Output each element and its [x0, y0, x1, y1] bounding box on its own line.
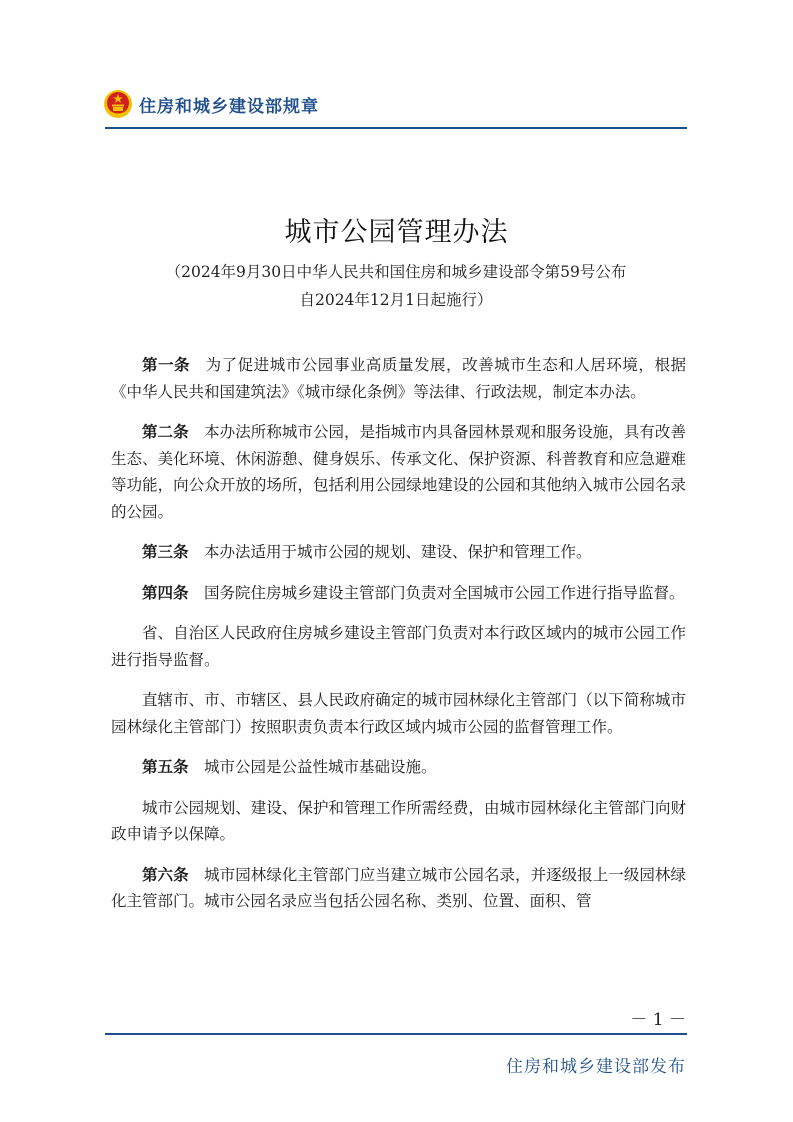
- publisher-footer: 住房和城乡建设部发布: [506, 1057, 686, 1077]
- page-header: [103, 88, 319, 120]
- article-label: 第四条: [142, 583, 189, 602]
- article-text: 国务院住房城乡建设主管部门负责对全国城市公园工作进行指导监督。: [204, 583, 685, 602]
- article-text: 城市公园是公益性城市基础设施。: [204, 758, 437, 776]
- article-4-clause-2: [111, 620, 686, 673]
- article-label: 第一条: [142, 356, 191, 374]
- header-divider: [105, 127, 687, 129]
- article-4-clause-3: [111, 687, 686, 740]
- article-2: [111, 419, 686, 525]
- article-1: [111, 352, 686, 405]
- article-text: 城市园林绿化主管部门应当建立城市公园名录，并逐级报上一级园林绿化主管部门。城市公园名录应当包括公园名称、类别、位置、面积、管: [111, 865, 686, 910]
- subtitle-line-2: 自2024年12月1日起施行）: [299, 291, 493, 309]
- article-5: [111, 754, 686, 781]
- article-text: 本办法所称城市公园，是指城市内具备园林景观和服务设施，具有改善生态、美化环境、休闲游憩、健身娱乐、传承文化、保护资源、科普教育和应急避难等功能，向公众开放的场所，包括利用公园绿地建设的公园和其他纳入城市公园名录的公园。: [111, 423, 686, 521]
- paragraph-text: 省、自治区人民政府住房城乡建设主管部门负责对本行政区域内的城市公园工作进行指导监督。: [111, 624, 686, 669]
- document-body: [111, 352, 686, 929]
- article-text: 为了促进城市公园事业高质量发展，改善城市生态和人居环境，根据《中华人民共和国建筑法》《城市绿化条例》等法律、行政法规，制定本办法。: [111, 356, 686, 401]
- paragraph-text: 城市公园规划、建设、保护和管理工作所需经费，由城市园林绿化主管部门向财政申请予以保障。: [111, 798, 686, 843]
- national-emblem-icon: [103, 89, 133, 119]
- page-number: － 1 －: [630, 1010, 686, 1030]
- article-4: [111, 580, 686, 607]
- footer-divider: [105, 1033, 687, 1035]
- article-label: 第三条: [142, 543, 189, 561]
- article-text: 本办法适用于城市公园的规划、建设、保护和管理工作。: [204, 543, 592, 561]
- org-title: 住房和城乡建设部规章: [139, 96, 319, 117]
- document-title: 城市公园管理办法: [284, 217, 509, 248]
- subtitle-line-1: （2024年9月30日中华人民共和国住房和城乡建设部令第59号公布: [165, 263, 627, 281]
- paragraph-text: 直辖市、市、市辖区、县人民政府确定的城市园林绿化主管部门（以下简称城市园林绿化主管部门）按照职责负责本行政区域内城市公园的监督管理工作。: [111, 691, 686, 736]
- document-subtitle: [105, 258, 687, 314]
- article-label: 第二条: [142, 423, 189, 441]
- article-6: [111, 862, 686, 915]
- article-label: 第五条: [142, 758, 189, 776]
- article-3: [111, 539, 686, 566]
- article-5-clause-2: [111, 795, 686, 848]
- article-label: 第六条: [142, 865, 189, 884]
